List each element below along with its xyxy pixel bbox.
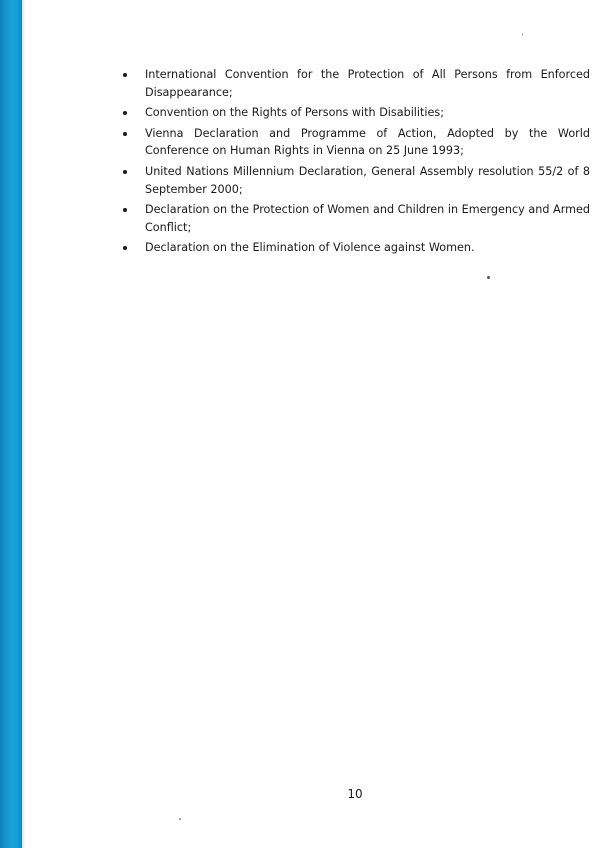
list-item bbox=[118, 104, 590, 122]
list-item-text: Convention on the Rights of Persons with Disabilities; bbox=[145, 106, 444, 120]
list-item-text: Declaration on the Elimination of Violence against Women. bbox=[145, 241, 475, 255]
list-item-text: United Nations Millennium Declaration, General Assembly resolution 55/2 of 8 September 2000; bbox=[145, 165, 590, 196]
list-item bbox=[118, 201, 590, 236]
list-item bbox=[118, 163, 590, 198]
conventions-bullet-list bbox=[118, 66, 590, 260]
bullet-icon bbox=[123, 246, 127, 250]
bullet-icon bbox=[123, 208, 127, 212]
list-item-text: Declaration on the Protection of Women and Children in Emergency and Armed Conflict; bbox=[145, 203, 590, 234]
scan-speck bbox=[179, 818, 181, 820]
scan-speck bbox=[522, 33, 523, 36]
page-number: 10 bbox=[347, 787, 363, 801]
list-item bbox=[118, 239, 590, 257]
bullet-icon bbox=[123, 73, 127, 77]
list-item bbox=[118, 66, 590, 101]
blue-binding-edge bbox=[0, 0, 22, 848]
list-item-text: Vienna Declaration and Programme of Action, Adopted by the World Conference on Human Rights in Vienna on 25 June 1993; bbox=[145, 126, 590, 158]
bullet-icon bbox=[123, 111, 127, 115]
list-item-text: International Convention for the Protection of All Persons from Enforced Disappearance; bbox=[145, 68, 590, 99]
scan-speck bbox=[487, 276, 490, 279]
bullet-icon bbox=[123, 132, 127, 136]
bullet-icon bbox=[123, 170, 127, 174]
list-item bbox=[118, 125, 590, 160]
